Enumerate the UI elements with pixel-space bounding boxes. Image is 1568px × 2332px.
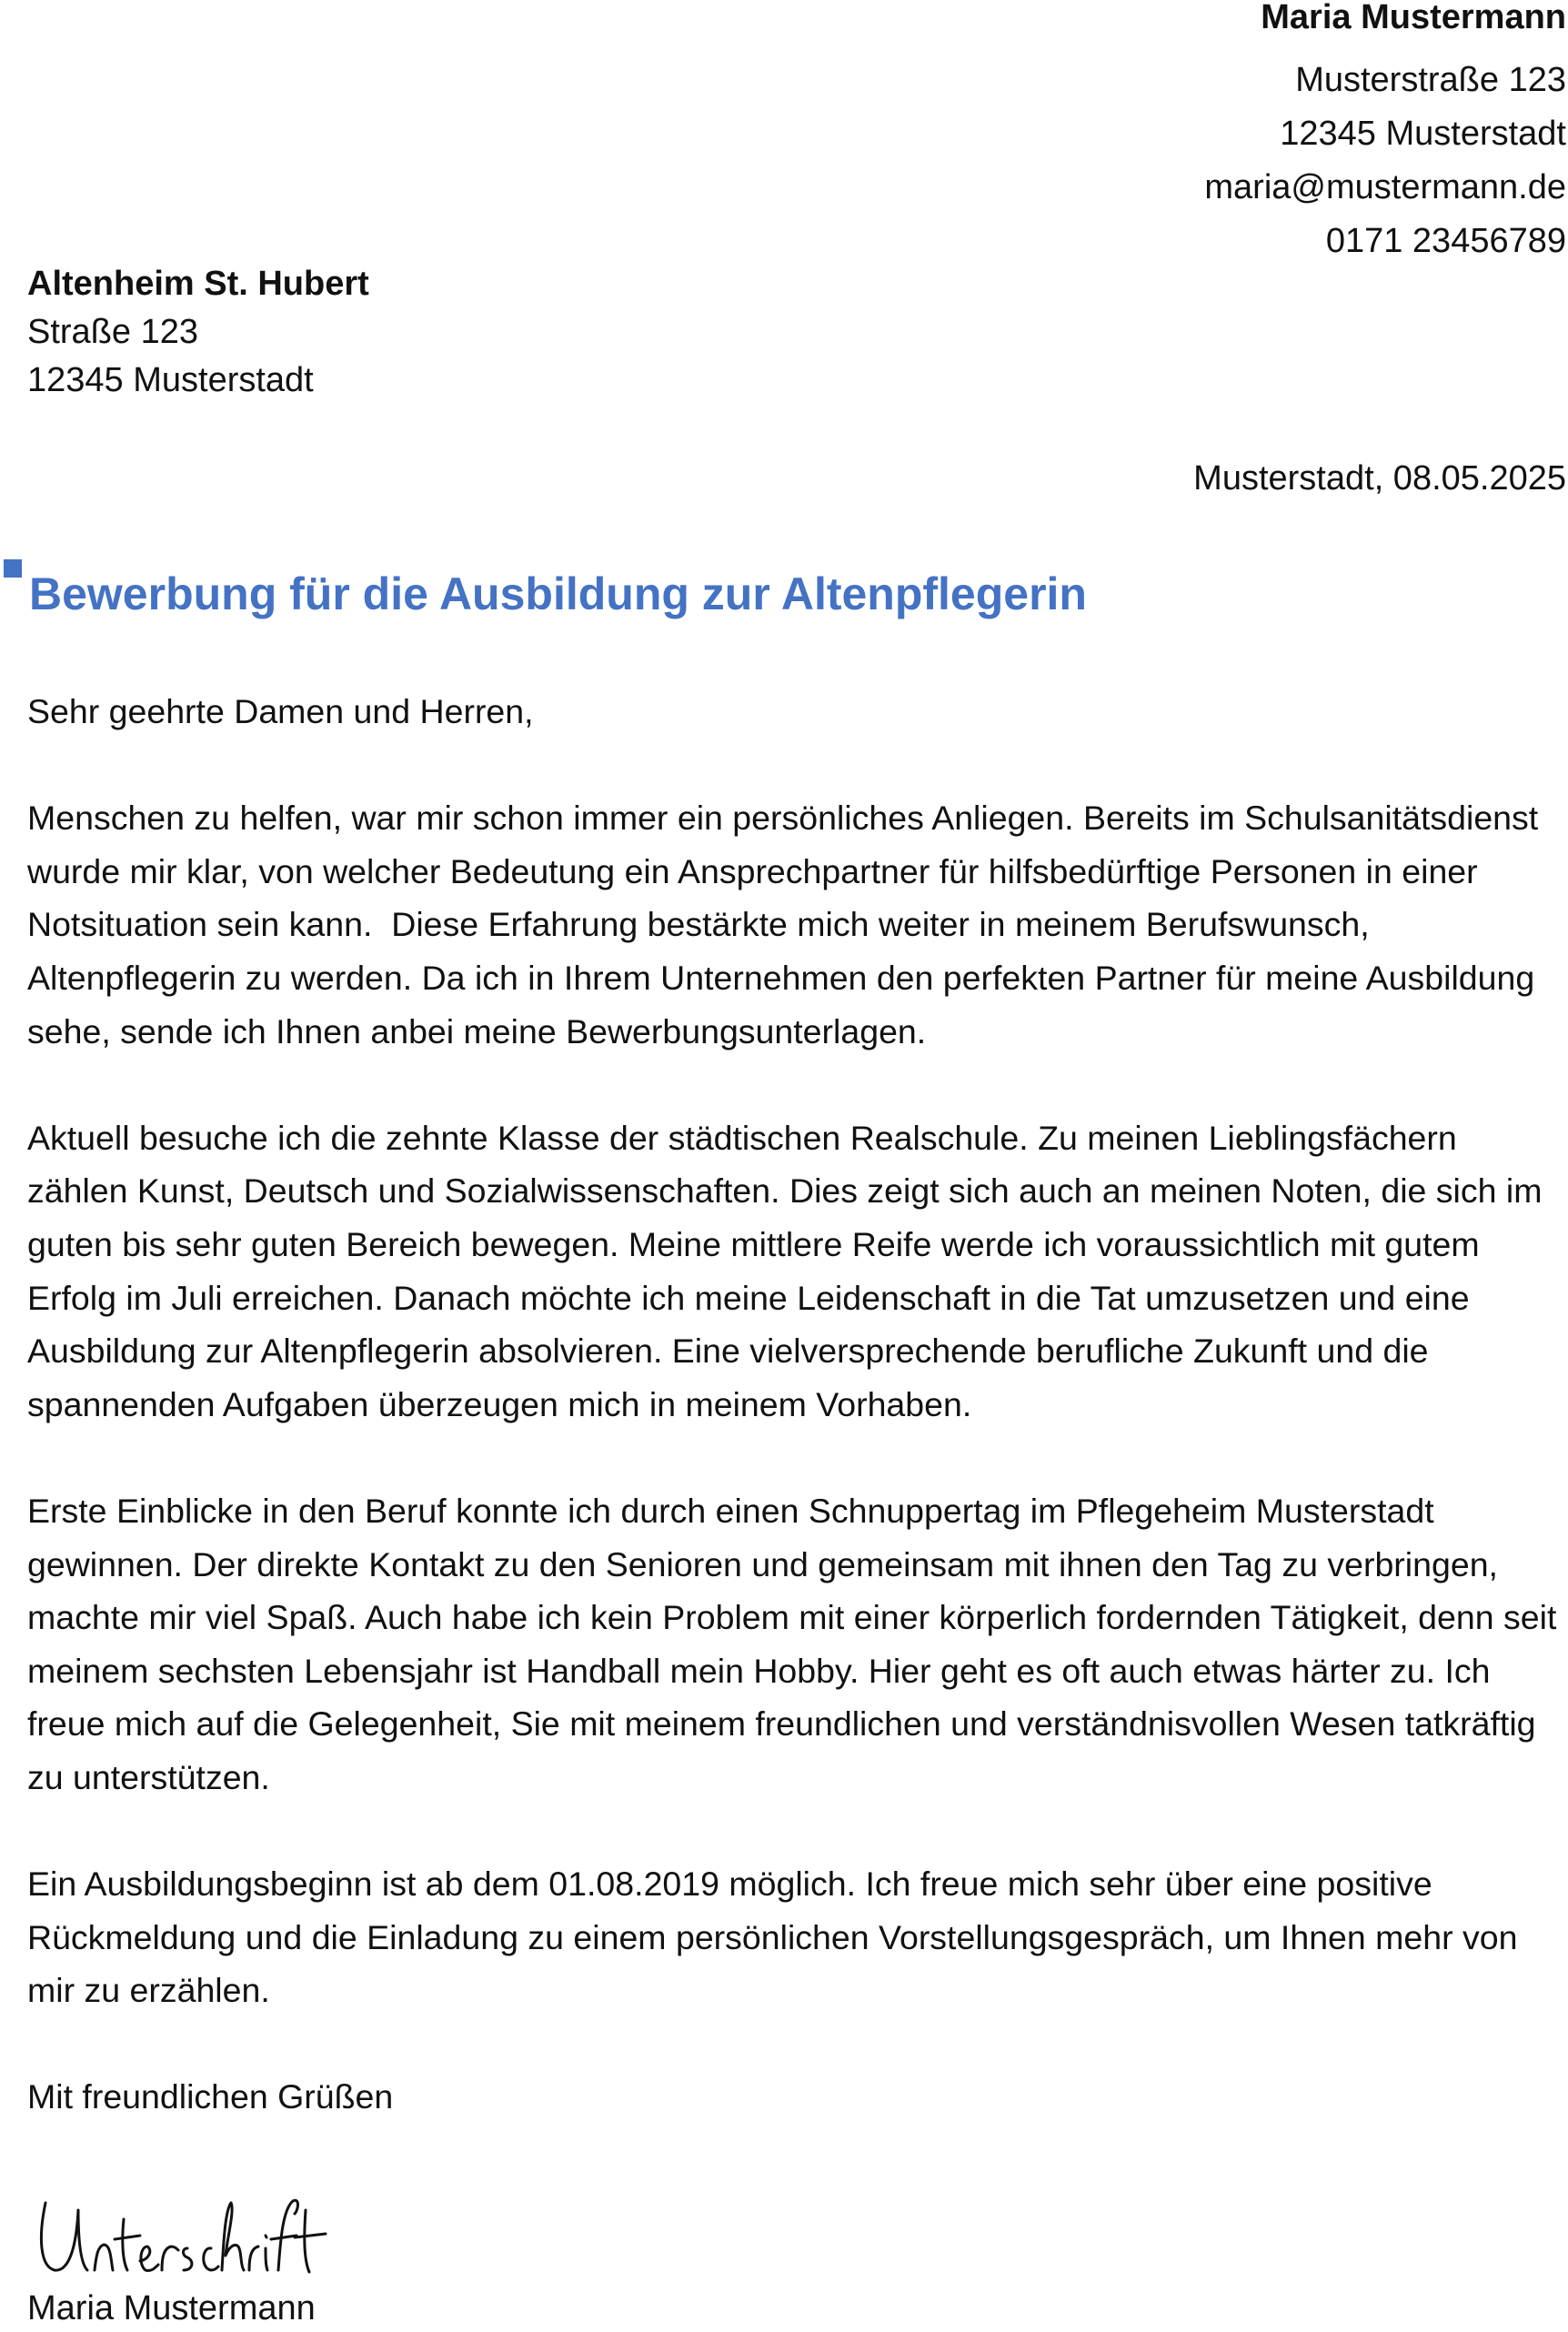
handwritten-signature	[33, 2183, 333, 2283]
sender-street: Musterstraße 123	[1295, 61, 1566, 99]
letter-date: Musterstadt, 08.05.2025	[1193, 459, 1566, 498]
sender-name: Maria Mustermann	[1261, 0, 1566, 36]
recipient-name: Altenheim St. Hubert	[27, 265, 369, 303]
sender-city: 12345 Musterstadt	[1280, 115, 1566, 153]
recipient-street: Straße 123	[27, 313, 198, 351]
paragraph-1: Menschen zu helfen, war mir schon immer ein persönliches Anliegen. Bereits im Schulsanitätsdienst wurde mir klar, von welcher Bedeutung ein Ansprechpartner für hilfsbedürftige Personen in einer Notsituation sein kann. Diese Erfahrung bestärkte mich weiter in meinem Berufswunsch, Altenpflegerin zu werden. Da ich in Ihrem Unternehmen den perfekten Partner für meine Ausbildung sehe, sende ich Ihnen anbei meine Bewerbungsunterlagen.	[27, 799, 1548, 1050]
letter-subject: Bewerbung für die Ausbildung zur Altenpflegerin	[29, 568, 1087, 619]
recipient-block	[27, 260, 369, 405]
heading-marker-icon	[4, 559, 22, 578]
closing: Mit freundlichen Grüßen	[27, 2077, 394, 2116]
sender-block	[1204, 0, 1566, 268]
sender-email: maria@mustermann.de	[1204, 168, 1566, 206]
sender-phone: 0171 23456789	[1325, 222, 1566, 260]
paragraph-2: Aktuell besuche ich die zehnte Klasse der städtischen Realschule. Zu meinen Lieblingsfächern zählen Kunst, Deutsch und Sozialwissenschaften. Dies zeigt sich auch an meinen Noten, die sich im guten bis sehr guten Bereich bewegen. Meine mittlere Reife werde ich voraussichtlich mit gutem Erfolg im Juli erreichen. Danach möchte ich meine Leidenschaft in die Tat umzusetzen und eine Ausbildung zur Altenpflegerin absolvieren. Eine vielversprechende berufliche Zukunft und die spannenden Aufgaben überzeugen mich in meinem Vorhaben.	[27, 1118, 1552, 1423]
paragraph-4: Ein Ausbildungsbeginn ist ab dem 01.08.2019 möglich. Ich freue mich sehr über eine positive Rückmeldung und die Einladung zu einem persönlichen Vorstellungsgespräch, um Ihnen mehr von mir zu erzählen.	[27, 1865, 1527, 2010]
salutation: Sehr geehrte Damen und Herren,	[27, 692, 534, 730]
paragraph-3: Erste Einblicke in den Beruf konnte ich durch einen Schnuppertag im Pflegeheim Musterstadt gewinnen. Der direkte Kontakt zu den Senioren und gemeinsam mit ihnen den Tag zu verbringen, machte mir viel Spaß. Auch habe ich kein Problem mit einer körperlich fordernden Tätigkeit, denn seit meinem sechsten Lebensjahr ist Handball mein Hobby. Hier geht es oft auch etwas härter zu. Ich freue mich auf die Gelegenheit, Sie mit meinem freundlichen und verständnisvollen Wesen tatkräftig zu unterstützen.	[27, 1491, 1566, 1796]
recipient-city: 12345 Musterstadt	[27, 361, 314, 399]
signer-name: Maria Mustermann	[27, 2289, 316, 2327]
letter-body	[27, 685, 1564, 2177]
